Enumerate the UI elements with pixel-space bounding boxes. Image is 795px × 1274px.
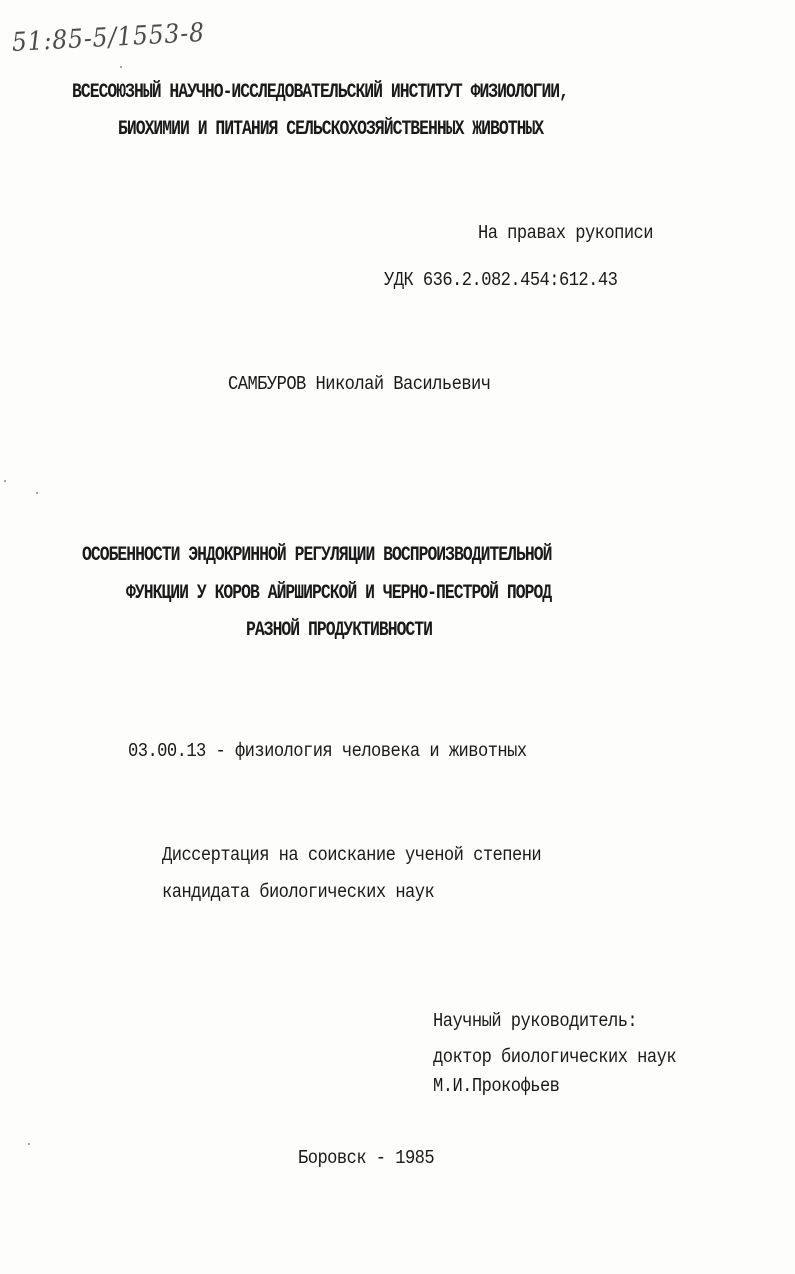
handwritten-reference: 51:85-5/1553-8 xyxy=(11,17,206,58)
udk-code: УДК 636.2.082.454:612.43 xyxy=(384,269,618,291)
specialty-code: 03.00.13 - физиология человека и животных xyxy=(128,740,527,762)
dissertation-title-line-3: РАЗНОЙ ПРОДУКТИВНОСТИ xyxy=(246,619,433,642)
institution-line-1: ВСЕСОЮЗНЫЙ НАУЧНО-ИССЛЕДОВАТЕЛЬСКИЙ ИНСТИТУТ ФИЗИОЛОГИИ, xyxy=(72,81,569,104)
dissertation-title-line-2: ФУНКЦИИ У КОРОВ АЙРШИРСКОЙ И ЧЕРНО-ПЕСТРОЙ ПОРОД xyxy=(126,582,552,605)
dissertation-title-line-1: ОСОБЕННОСТИ ЭНДОКРИННОЙ РЕГУЛЯЦИИ ВОСПРОИЗВОДИТЕЛЬНОЙ xyxy=(82,544,552,567)
scan-speck xyxy=(120,66,122,68)
place-and-year: Боровск - 1985 xyxy=(298,1147,435,1169)
supervisor-degree: доктор биологических наук xyxy=(433,1046,677,1068)
scan-speck xyxy=(28,1143,30,1145)
scan-speck xyxy=(4,480,6,482)
manuscript-note: На правах рукописи xyxy=(478,222,653,244)
supervisor-name: М.И.Прокофьев xyxy=(433,1075,560,1097)
supervisor-label: Научный руководитель: xyxy=(433,1010,638,1032)
scan-speck xyxy=(36,492,38,494)
degree-line-1: Диссертация на соискание ученой степени xyxy=(162,844,542,866)
author-name: САМБУРОВ Николай Васильевич xyxy=(228,373,491,395)
degree-line-2: кандидата биологических наук xyxy=(162,881,435,903)
institution-line-2: БИОХИМИИ И ПИТАНИЯ СЕЛЬСКОХОЗЯЙСТВЕННЫХ ЖИВОТНЫХ xyxy=(118,118,544,141)
